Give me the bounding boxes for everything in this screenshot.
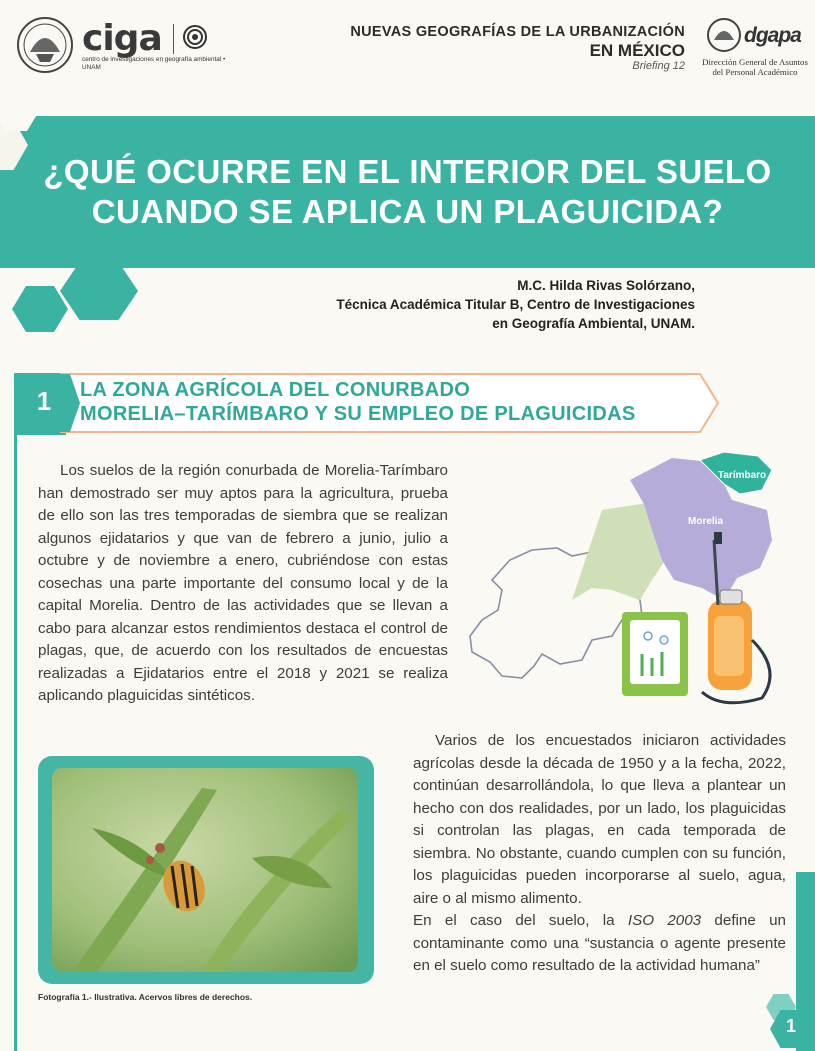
paragraph-3-pre: En el caso del suelo, la: [413, 912, 628, 929]
hexagon-decoration: [12, 286, 68, 332]
paragraph-3-iso: ISO 2003: [627, 912, 702, 929]
pesticide-bag-icon: [622, 612, 688, 696]
section-title-line-1: LA ZONA AGRÍCOLA DEL CONURBADO: [80, 379, 471, 401]
logo-divider: [173, 24, 174, 54]
dgapa-logo-text: dgapa: [744, 24, 801, 47]
page-title-line-1: ¿QUÉ OCURRE EN EL INTERIOR DEL SUELO: [43, 153, 772, 190]
photo-potato-beetle: [52, 768, 358, 972]
page-title: [20, 152, 795, 232]
unam-small-seal-logo: [706, 16, 742, 54]
photo-caption: Fotografía 1.- Ilustrativa. Acervos libres de derechos.: [38, 992, 253, 1002]
paragraph-1-text: Los suelos de la región conurbada de Morelia-Tarímbaro han demostrado ser muy aptos para la agricultura, prueba de ello son las tres temporadas de siembra que se realizan algunos ejidatarios y que van de febrero a junio, julio a octubre y de noviembre a enero, cubriéndose con estas cosechas una parte importante del consumo local y de la capital Morelia. Dentro de las actividades que se llevan a cabo para alcanzar estos rendimientos destaca el control de plagas, que, de acuerdo con los resultados de encuestas realizadas a Ejidatarios entre el 2018 y 2021 se realiza aplicando plaguicidas sintéticos.: [38, 462, 448, 704]
section-title: [80, 378, 635, 426]
ciga-logo: [82, 18, 232, 78]
paragraph-3: [413, 910, 786, 978]
author-name: M.C. Hilda Rivas Solórzano,: [517, 278, 695, 293]
paragraph-2-text: Varios de los encuestados iniciaron actividades agrícolas desde la década de 1950 y a la fecha, 2022, continúan desarrollándola, lo que lleva a plantear un hecho con dos realidades, por un lado, los plaguicidas si controlan las plagas, en cada temporada de siembra. No obstante, cuando cumplen con su función, los plaguicidas pueden incorporarse al suelo, agua, aire o al mismo alimento.: [413, 732, 786, 907]
fingerprint-icon: [182, 24, 208, 50]
left-accent-bar: [14, 435, 17, 1051]
map-illustration: [462, 440, 792, 710]
map-label-tarimbaro: Tarímbaro: [718, 470, 767, 481]
briefing-number: Briefing 12: [632, 60, 685, 72]
body-paragraph-2: [413, 730, 786, 978]
unam-seal-logo: [16, 16, 74, 74]
page-number: 1: [785, 1016, 796, 1036]
body-paragraph-1: [38, 460, 448, 708]
section-title-line-2: MORELIA–TARÍMBARO Y SU EMPLEO DE PLAGUICIDAS: [80, 403, 636, 425]
series-title: [350, 24, 685, 72]
author-block: [336, 276, 695, 333]
section-number: 1: [36, 386, 52, 416]
author-affiliation: en Geografía Ambiental, UNAM.: [492, 316, 695, 331]
series-line-2: EN MÉXICO: [589, 41, 685, 60]
ciga-subtitle: centro de investigaciones en geografía ambiental • UNAM: [82, 56, 226, 71]
series-line-1: NUEVAS GEOGRAFÍAS DE LA URBANIZACIÓN: [350, 24, 685, 40]
author-position: Técnica Académica Titular B, Centro de Investigaciones: [336, 297, 695, 312]
paragraph-3-post: define un contaminante como una “sustancia o agente presente en el suelo como resultado de la actividad humana”: [413, 912, 786, 974]
map-label-morelia: Morelia: [688, 516, 724, 527]
hexagon-decoration: [60, 262, 138, 320]
dgapa-subtitle: Dirección General de Asuntos del Personal Académico: [702, 57, 808, 77]
ciga-logo-text: ciga: [82, 18, 162, 59]
page-title-line-2: CUANDO SE APLICA UN PLAGUICIDA?: [91, 193, 724, 230]
